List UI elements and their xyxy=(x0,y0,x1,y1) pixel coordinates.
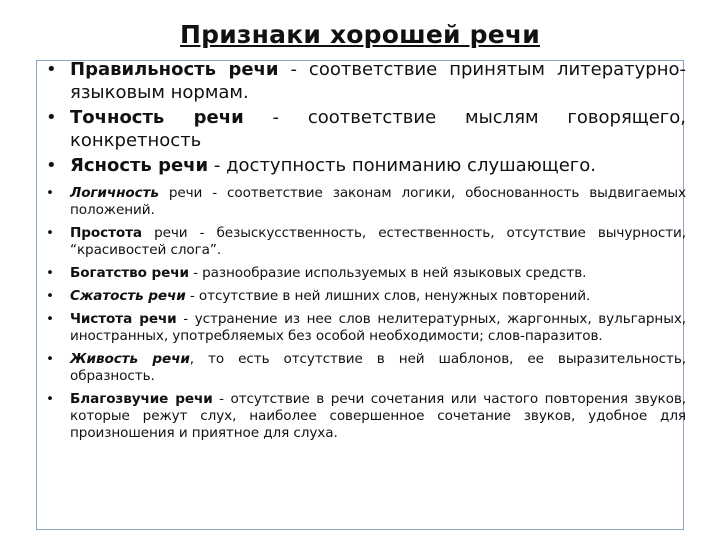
item-term: Точность речи xyxy=(70,107,244,128)
item-description: речи - соответствие законам логики, обоснованность выдвигаемых положений. xyxy=(70,185,686,218)
list-item-simplicity xyxy=(0,225,686,259)
item-description: - отсутствие в ней лишних слов, ненужных повторений. xyxy=(185,288,591,304)
item-term: Чистота речи xyxy=(70,311,177,327)
list-item-richness xyxy=(0,265,686,282)
bullet: • xyxy=(46,351,54,367)
item-description: - устранение из нее слов нелитературных, жаргонных, вульгарных, иностранных, употребляемых без особой необходимости; слов-паразитов. xyxy=(70,311,686,344)
item-term: Логичность xyxy=(70,185,159,201)
bullet: • xyxy=(46,185,54,201)
item-description: речи - безыскусственность, естественность, отсутствие вычурности, “красивостей слога”. xyxy=(70,225,686,258)
item-term: Благозвучие речи xyxy=(70,391,213,407)
list-item-euphony xyxy=(0,391,686,442)
list-item-liveliness xyxy=(0,351,686,385)
item-description: - доступность пониманию слушающего. xyxy=(208,155,596,176)
bullet: • xyxy=(46,59,57,80)
item-term: Ясность речи xyxy=(70,155,209,176)
item-description: - отсутствие в речи сочетания или частого повторения звуков, которые режут слух, наиболее совершенное сочетание звуков, удобное для произношения и приятное для слуха. xyxy=(70,391,686,441)
list-item-conciseness xyxy=(0,288,686,305)
bullet: • xyxy=(46,311,54,327)
bullet: • xyxy=(46,107,57,128)
bullet: • xyxy=(46,288,54,304)
list-item-precision xyxy=(0,106,686,152)
bullet: • xyxy=(46,155,57,176)
bullet: • xyxy=(46,265,54,281)
bullet: • xyxy=(46,391,54,407)
bullet: • xyxy=(46,225,54,241)
item-term: Богатство речи xyxy=(70,265,189,281)
item-description: - соответствие мыслям говорящего, конкретность xyxy=(70,107,686,151)
item-description: - разнообразие используемых в ней языковых средств. xyxy=(188,265,587,281)
item-term: Правильность речи xyxy=(70,59,279,80)
list-item-correctness xyxy=(0,58,686,104)
list-item-logic xyxy=(0,185,686,219)
item-description: - соответствие принятым литературно-языковым нормам. xyxy=(70,59,686,103)
page-title: Признаки хорошей речи xyxy=(179,20,541,49)
item-term: Живость речи xyxy=(70,351,190,367)
item-term: Сжатость речи xyxy=(70,288,186,304)
item-description: , то есть отсутствие в ней шаблонов, ее выразительность, образность. xyxy=(70,351,687,384)
item-term: Простота xyxy=(70,225,142,241)
list-item-clarity xyxy=(0,154,686,177)
list-item-purity xyxy=(0,311,686,345)
feature-list xyxy=(0,58,686,448)
